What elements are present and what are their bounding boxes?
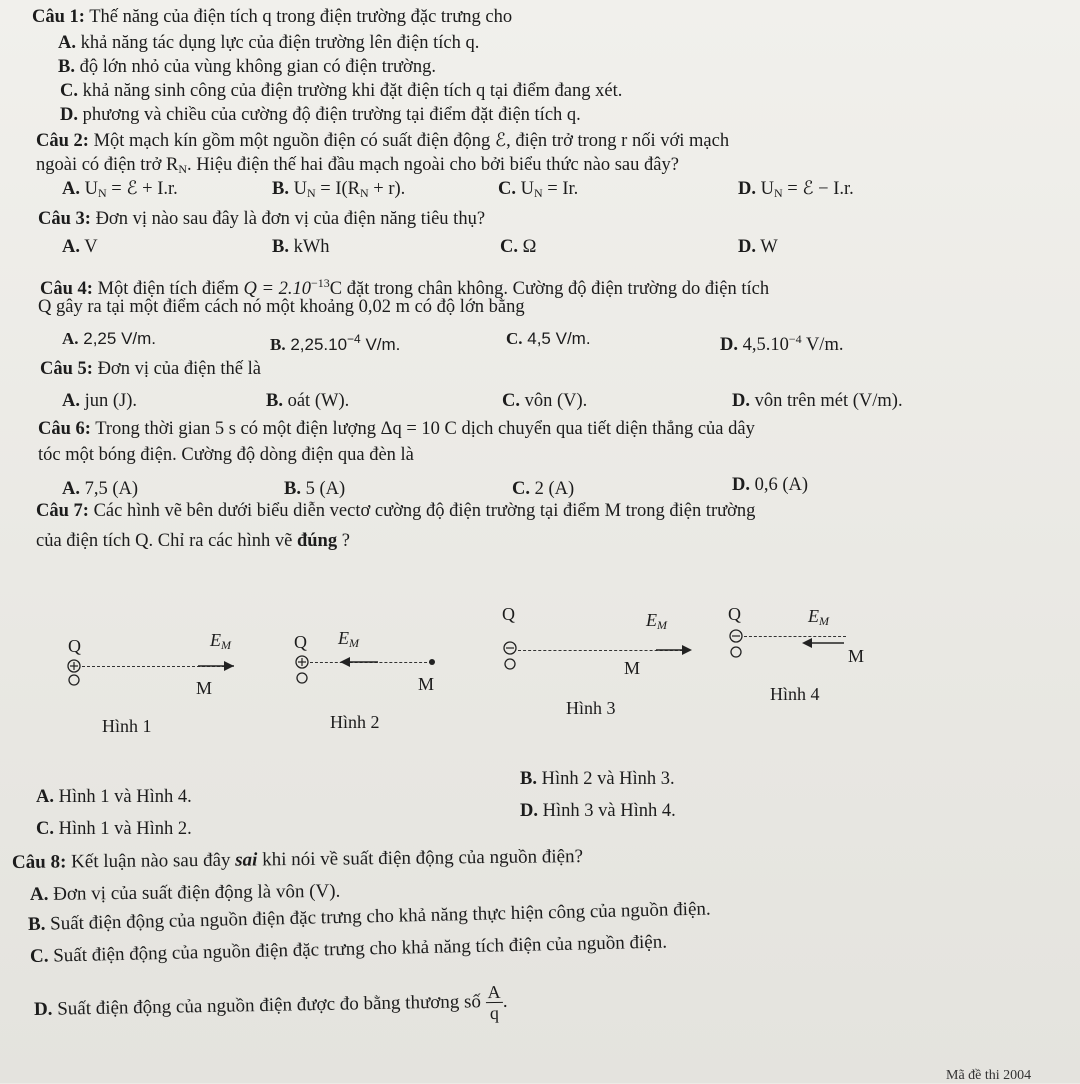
- math-expression: Q = 2.10: [243, 279, 311, 299]
- question-label: Câu 7:: [36, 501, 89, 521]
- option-text: = I(R: [315, 179, 360, 199]
- question-label: Câu 5:: [40, 359, 93, 379]
- question-text: . Hiệu điện thế hai đầu mạch ngoài cho bởi biểu thức nào sau đây?: [187, 155, 679, 175]
- unit: C: [329, 279, 343, 299]
- math-expression: Δq = 10 C: [380, 419, 457, 439]
- question-label: Câu 4:: [40, 279, 93, 299]
- q7-option-c: [36, 818, 192, 840]
- option-text: Đơn vị của suất điện động là vôn (V).: [48, 880, 341, 905]
- q7-option-d: [520, 800, 676, 822]
- option-label: C.: [506, 329, 523, 348]
- fraction-denominator: q: [489, 1003, 500, 1024]
- subscript: N: [306, 186, 316, 200]
- charge-label: Q: [294, 632, 307, 652]
- option-text: Ω: [518, 237, 537, 257]
- option-label: C.: [498, 179, 516, 199]
- option-label: C.: [29, 945, 49, 967]
- q4-option-a: [62, 328, 156, 350]
- question-2-stem: [36, 130, 729, 152]
- option-text: W: [756, 237, 778, 257]
- question-text: Đơn vị của điện thế là: [92, 359, 261, 379]
- charge-label: Q: [502, 604, 515, 624]
- q6-option-b: [284, 478, 345, 500]
- q8-option-c: [30, 932, 667, 968]
- subscript: M: [819, 614, 829, 628]
- q2-option-b: [272, 178, 405, 204]
- option-text: Suất điện động của nguồn điện được đo bằng thương số: [52, 991, 486, 1020]
- question-text: dịch chuyển qua tiết diện thẳng của dây: [456, 419, 755, 439]
- option-label: D.: [738, 237, 756, 257]
- question-7-stem: [36, 500, 755, 522]
- question-text: ?: [337, 531, 350, 551]
- emphasis-text: đúng: [296, 531, 338, 551]
- option-label: D.: [732, 475, 750, 495]
- q6-option-c: [512, 478, 574, 500]
- q1-option-c: [60, 80, 622, 102]
- option-text: khả năng sinh công của điện trường khi đặt điện tích q tại điểm đang xét.: [78, 81, 623, 101]
- q3-option-b: [272, 236, 330, 258]
- positive-charge-icon: [66, 656, 88, 690]
- option-text: .: [502, 990, 508, 1012]
- question-7-stem-line2: [36, 530, 350, 552]
- option-label: B.: [284, 479, 301, 499]
- question-text: ngoài có điện trở R: [36, 155, 179, 175]
- option-label: B.: [266, 391, 283, 411]
- negative-charge-icon: [728, 628, 750, 662]
- subscript: N: [774, 186, 783, 200]
- option-text: 4,5.10: [738, 335, 789, 355]
- question-6-stem-line2: [38, 444, 414, 466]
- option-text: jun (J).: [80, 391, 138, 411]
- option-label: B.: [58, 57, 75, 77]
- q6-option-a: [62, 478, 138, 500]
- subscript: M: [349, 636, 359, 650]
- subscript: N: [178, 162, 188, 176]
- charge-label: Q: [68, 636, 81, 656]
- option-text: = ℰ − I.r.: [782, 179, 854, 199]
- option-text: Hình 2 và Hình 3.: [536, 769, 675, 789]
- q2-option-a: [62, 178, 178, 204]
- q3-option-d: [738, 236, 778, 258]
- fraction: [485, 982, 503, 1023]
- option-text: V/m.: [801, 335, 844, 355]
- emphasis-text: sai: [235, 849, 258, 871]
- point-label: M: [196, 678, 213, 698]
- question-label: Câu 8:: [11, 851, 67, 873]
- option-label: B.: [270, 335, 286, 354]
- question-2-stem-line2: [36, 154, 679, 180]
- option-text: Hình 3 và Hình 4.: [538, 801, 676, 821]
- option-label: D.: [732, 391, 750, 411]
- option-label: D.: [738, 179, 756, 199]
- option-label: A.: [62, 237, 80, 257]
- question-label: Câu 6:: [38, 419, 91, 439]
- fraction-numerator: A: [485, 982, 502, 1003]
- field-label: [338, 628, 359, 651]
- q8-option-d: [34, 980, 508, 1032]
- question-3-stem: [38, 208, 485, 230]
- question-text: Các hình vẽ bên dưới biểu diễn vectơ cường độ điện trường tại điểm M trong điện trường: [88, 501, 756, 521]
- field-symbol: E: [646, 610, 657, 630]
- option-label: D.: [720, 335, 738, 355]
- field-arrow-icon: [800, 636, 844, 650]
- option-label: C.: [36, 819, 54, 839]
- question-4-stem-line2: [38, 296, 525, 318]
- positive-charge-icon: [294, 654, 316, 688]
- option-text: khả năng tác dụng lực của điện trường lên điện tích q.: [76, 33, 480, 53]
- superscript: −4: [788, 332, 802, 346]
- option-text: vôn (V).: [520, 391, 588, 411]
- field-label: [646, 610, 667, 633]
- option-text: U: [288, 179, 307, 199]
- option-text: 2 (A): [530, 479, 575, 499]
- question-text: Trong thời gian 5 s có một điện lượng: [90, 419, 381, 439]
- option-text: U: [756, 179, 774, 199]
- field-arrow-icon: [338, 655, 378, 669]
- option-label: B.: [27, 913, 46, 935]
- option-label: D.: [60, 105, 78, 125]
- question-label: Câu 3:: [38, 209, 91, 229]
- option-label: B.: [272, 179, 289, 199]
- q5-option-c: [502, 390, 587, 412]
- q1-option-a: [58, 32, 479, 54]
- option-label: D.: [520, 801, 538, 821]
- subscript: N: [534, 186, 543, 200]
- subscript: N: [98, 186, 107, 200]
- field-symbol: E: [338, 628, 349, 648]
- option-label: C.: [512, 479, 530, 499]
- option-text: = Ir.: [542, 179, 579, 199]
- option-text: kWh: [288, 237, 330, 257]
- question-text: Một điện tích điểm: [92, 279, 244, 299]
- option-label: A.: [62, 179, 80, 199]
- option-label: D.: [33, 998, 53, 1020]
- point-label: M: [848, 646, 865, 666]
- q5-option-d: [732, 390, 903, 412]
- option-label: A.: [62, 329, 79, 348]
- option-label: C.: [60, 81, 78, 101]
- option-text: 0,6 (A): [750, 475, 809, 495]
- option-label: C.: [500, 237, 518, 257]
- question-text: đặt trong chân không. Cường độ điện trường do điện tích: [342, 279, 770, 299]
- option-text: oát (W).: [282, 391, 350, 411]
- figure-caption: Hình 4: [770, 684, 820, 704]
- option-label: C.: [502, 391, 520, 411]
- field-arrow-icon: [656, 643, 696, 657]
- q4-option-d: [720, 328, 843, 356]
- figure-caption: Hình 2: [330, 712, 380, 732]
- q2-option-c: [498, 178, 578, 204]
- q8-option-a: [30, 881, 341, 906]
- field-symbol: E: [210, 630, 221, 650]
- option-label: B.: [272, 237, 289, 257]
- question-1-stem: [32, 6, 512, 28]
- option-text: độ lớn nhỏ của vùng không gian có điện trường.: [74, 57, 436, 77]
- option-text: 4,5 V/m.: [522, 329, 591, 348]
- q3-option-a: [62, 236, 98, 258]
- option-text: Hình 1 và Hình 4.: [54, 787, 192, 807]
- option-text: + r).: [368, 179, 406, 199]
- option-text: 2,25 V/m.: [78, 329, 157, 348]
- field-arrow-icon: [198, 659, 238, 673]
- point-dot: [427, 657, 437, 667]
- option-label: A.: [62, 391, 80, 411]
- question-text: Đơn vị nào sau đây là đơn vị của điện năng tiêu thụ?: [90, 209, 486, 229]
- q4-option-b: [270, 328, 400, 356]
- option-text: phương và chiều của cường độ điện trường tại điểm đặt điện tích q.: [78, 105, 581, 125]
- field-label: [808, 606, 829, 629]
- option-text: V/m.: [360, 335, 401, 354]
- option-text: vôn trên mét (V/m).: [750, 391, 903, 411]
- option-text: Suất điện động của nguồn điện đặc trưng cho khả năng tích điện của nguồn điện.: [48, 931, 668, 967]
- superscript: −13: [310, 276, 330, 290]
- question-label: Câu 1:: [32, 7, 85, 27]
- point-label: M: [418, 674, 435, 694]
- q2-option-d: [738, 178, 854, 204]
- field-symbol: E: [808, 606, 819, 626]
- q5-option-a: [62, 390, 137, 412]
- subscript: M: [221, 638, 231, 652]
- question-text: của điện tích Q. Chỉ ra các hình vẽ: [36, 531, 297, 551]
- option-text: V: [80, 237, 98, 257]
- figure-caption: Hình 1: [102, 716, 152, 736]
- question-text: Kết luận nào sau đây: [66, 849, 236, 873]
- negative-charge-icon: [502, 640, 524, 674]
- point-label: M: [624, 658, 641, 678]
- q1-option-d: [60, 104, 581, 126]
- option-text: 2,25.10: [285, 335, 348, 354]
- question-text: tóc một bóng điện. Cường độ dòng điện qua đèn là: [38, 445, 414, 465]
- option-label: A.: [29, 883, 49, 905]
- option-text: 7,5 (A): [80, 479, 139, 499]
- figure-caption: Hình 3: [566, 698, 616, 718]
- question-text: Thế năng của điện tích q trong điện trường đặc trưng cho: [84, 7, 513, 27]
- q7-option-b: [520, 768, 675, 790]
- subscript: M: [657, 618, 667, 632]
- q6-option-d: [732, 474, 808, 496]
- option-text: U: [80, 179, 98, 199]
- q4-option-c: [506, 328, 591, 350]
- option-text: Suất điện động của nguồn điện đặc trưng cho khả năng thực hiện công của nguồn điện.: [45, 898, 711, 935]
- q7-option-a: [36, 786, 192, 808]
- q1-option-b: [58, 56, 436, 78]
- option-text: Hình 1 và Hình 2.: [54, 819, 192, 839]
- option-label: A.: [58, 33, 76, 53]
- question-6-stem: [38, 418, 755, 440]
- charge-label: Q: [728, 604, 741, 624]
- question-text: khi nói về suất điện động của nguồn điện?: [257, 846, 584, 871]
- question-label: Câu 2:: [36, 131, 89, 151]
- option-label: B.: [520, 769, 537, 789]
- q3-option-c: [500, 236, 536, 258]
- option-text: U: [516, 179, 534, 199]
- option-text: = ℰ + I.r.: [106, 179, 178, 199]
- subscript: N: [360, 186, 369, 200]
- option-text: 5 (A): [300, 479, 346, 499]
- question-text: Q gây ra tại một điểm cách nó một khoảng 0,02 m có độ lớn bằng: [38, 297, 525, 317]
- question-text: Một mạch kín gồm một nguồn điện có suất điện động ℰ, điện trở trong r nối với mạch: [88, 131, 730, 151]
- q5-option-b: [266, 390, 349, 412]
- option-label: A.: [36, 787, 54, 807]
- question-8-stem: [12, 846, 583, 874]
- field-label: [210, 630, 231, 653]
- superscript: −4: [347, 332, 361, 346]
- exam-code-footer: Mã đề thi 2004: [946, 1068, 1032, 1083]
- question-5-stem: [40, 358, 261, 380]
- option-label: A.: [62, 479, 80, 499]
